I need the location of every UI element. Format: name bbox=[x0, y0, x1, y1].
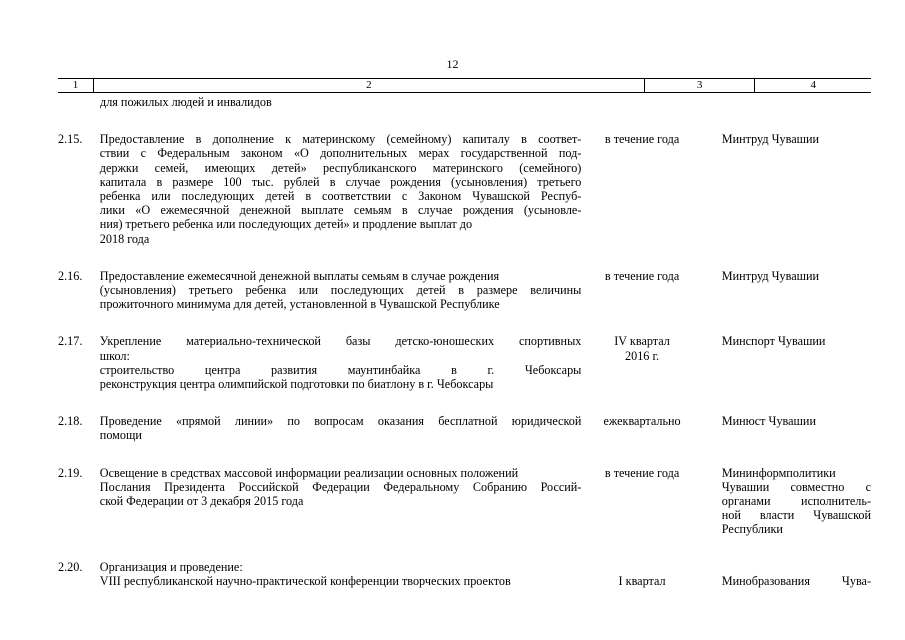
text-line: Освещение в средствах массовой информации реализации основных положений bbox=[99, 465, 519, 480]
column-header-1: 1 bbox=[72, 79, 79, 91]
executor-line: Чувашии совместно с bbox=[721, 479, 872, 494]
text-line: Организация и проведение: bbox=[99, 559, 243, 574]
column-header-4: 4 bbox=[754, 79, 871, 92]
term-line: в течение года bbox=[604, 132, 680, 147]
text-line: для пожилых людей и инвалидов bbox=[100, 95, 272, 109]
text-line: Предоставление в дополнение к материнскому (семейному) капиталу в соответ- bbox=[99, 132, 582, 147]
row-text bbox=[100, 334, 582, 391]
term-line bbox=[581, 560, 702, 574]
row-number: 2.17. bbox=[58, 334, 83, 349]
term-line: IV квартал bbox=[614, 334, 670, 349]
text-line: капитала в размере 100 тыс. рублей в случае рождения (усыновления) третьего bbox=[99, 174, 582, 189]
row-number: 2.15. bbox=[58, 132, 83, 147]
row-term bbox=[581, 132, 702, 246]
row-executor bbox=[703, 132, 871, 246]
row-term bbox=[581, 466, 702, 537]
document-table bbox=[58, 78, 871, 588]
text-line: помощи bbox=[99, 428, 142, 443]
row-text bbox=[100, 466, 582, 537]
executor-line: Минобразования Чува- bbox=[721, 573, 872, 588]
term-line: I квартал bbox=[618, 573, 666, 588]
executor-line: ной власти Чувашской bbox=[721, 508, 872, 523]
executor-line: Мининформполитики bbox=[721, 465, 836, 480]
row-text bbox=[100, 269, 582, 312]
text-line: ствии с Федеральным законом «О дополнительных мерах государственной под- bbox=[99, 146, 582, 161]
row-text bbox=[100, 414, 582, 442]
executor-line: Минтруд Чувашии bbox=[721, 132, 820, 147]
row-term bbox=[581, 414, 702, 442]
row-number: 2.20. bbox=[58, 559, 83, 574]
table-row bbox=[58, 560, 871, 588]
executor-line: Республики bbox=[721, 522, 783, 537]
text-line: строительство центра развития маунтинбайка в г. Чебоксары bbox=[99, 362, 582, 377]
row-executor bbox=[703, 466, 871, 537]
row-executor bbox=[703, 269, 871, 312]
term-line: в течение года bbox=[604, 268, 680, 283]
row-executor bbox=[703, 560, 871, 588]
text-line: прожиточного минимума для детей, установленной в Чувашской Республике bbox=[99, 297, 500, 312]
row-text bbox=[100, 132, 582, 246]
row-number bbox=[58, 95, 100, 109]
text-line: (усыновления) третьего ребенка или последующих детей в размере величины bbox=[99, 283, 582, 298]
text-line: Укрепление материально-технической базы детско-юношеских спортивных bbox=[99, 334, 582, 349]
text-line: ребенка или последующих детей в соответствии с Законом Чувашской Респуб- bbox=[99, 189, 582, 204]
row-text bbox=[100, 560, 582, 588]
text-line: VIII республиканской научно-практической конференции творческих проектов bbox=[99, 573, 511, 588]
text-line: лики «О ежемесячной денежной выплате семьям в случае рождения (усыновле- bbox=[99, 203, 582, 218]
page-number: 12 bbox=[446, 57, 459, 71]
text-line: 2018 года bbox=[99, 231, 150, 246]
executor-line: Минюст Чувашии bbox=[721, 414, 816, 429]
row-text bbox=[100, 95, 584, 109]
row-number: 2.16. bbox=[58, 268, 83, 283]
row-term bbox=[581, 269, 702, 312]
row-term bbox=[581, 560, 702, 588]
text-line: ния) третьего ребенка или последующих детей» и продление выплат до bbox=[99, 217, 473, 232]
term-line: ежеквартально bbox=[603, 414, 681, 429]
column-header-2: 2 bbox=[93, 79, 644, 92]
row-executor bbox=[703, 414, 871, 442]
executor-line: Минспорт Чувашии bbox=[721, 334, 826, 349]
row-number: 2.19. bbox=[58, 465, 83, 480]
table-row bbox=[58, 334, 871, 391]
table-header-row bbox=[58, 78, 871, 93]
term-line: 2016 г. bbox=[625, 348, 660, 363]
row-number: 2.18. bbox=[58, 414, 83, 429]
table-row bbox=[58, 269, 871, 312]
text-line: держки семей, имеющих детей» республиканского материнского (семейного) bbox=[99, 160, 582, 175]
column-header-3: 3 bbox=[644, 79, 755, 92]
term-line: в течение года bbox=[604, 465, 680, 480]
table-body bbox=[58, 95, 871, 588]
text-line: реконструкция центра олимпийской подготовки по биатлону в г. Чебоксары bbox=[99, 377, 494, 392]
row-term bbox=[581, 334, 702, 391]
text-line: школ: bbox=[99, 348, 130, 363]
executor-line: Минтруд Чувашии bbox=[721, 268, 820, 283]
text-line: ской Федерации от 3 декабря 2015 года bbox=[99, 494, 304, 509]
table-row bbox=[58, 466, 871, 537]
text-line: Послания Президента Российской Федерации Федеральному Собранию Россий- bbox=[99, 479, 582, 494]
row-executor bbox=[703, 334, 871, 391]
executor-line bbox=[722, 560, 871, 574]
text-line: Проведение «прямой линии» по вопросам оказания бесплатной юридической bbox=[99, 414, 582, 429]
continuation-row bbox=[58, 95, 871, 109]
table-row bbox=[58, 414, 871, 442]
text-line: Предоставление ежемесячной денежной выплаты семьям в случае рождения bbox=[99, 268, 500, 283]
executor-line: органами исполнитель- bbox=[721, 494, 872, 509]
table-row bbox=[58, 132, 871, 246]
